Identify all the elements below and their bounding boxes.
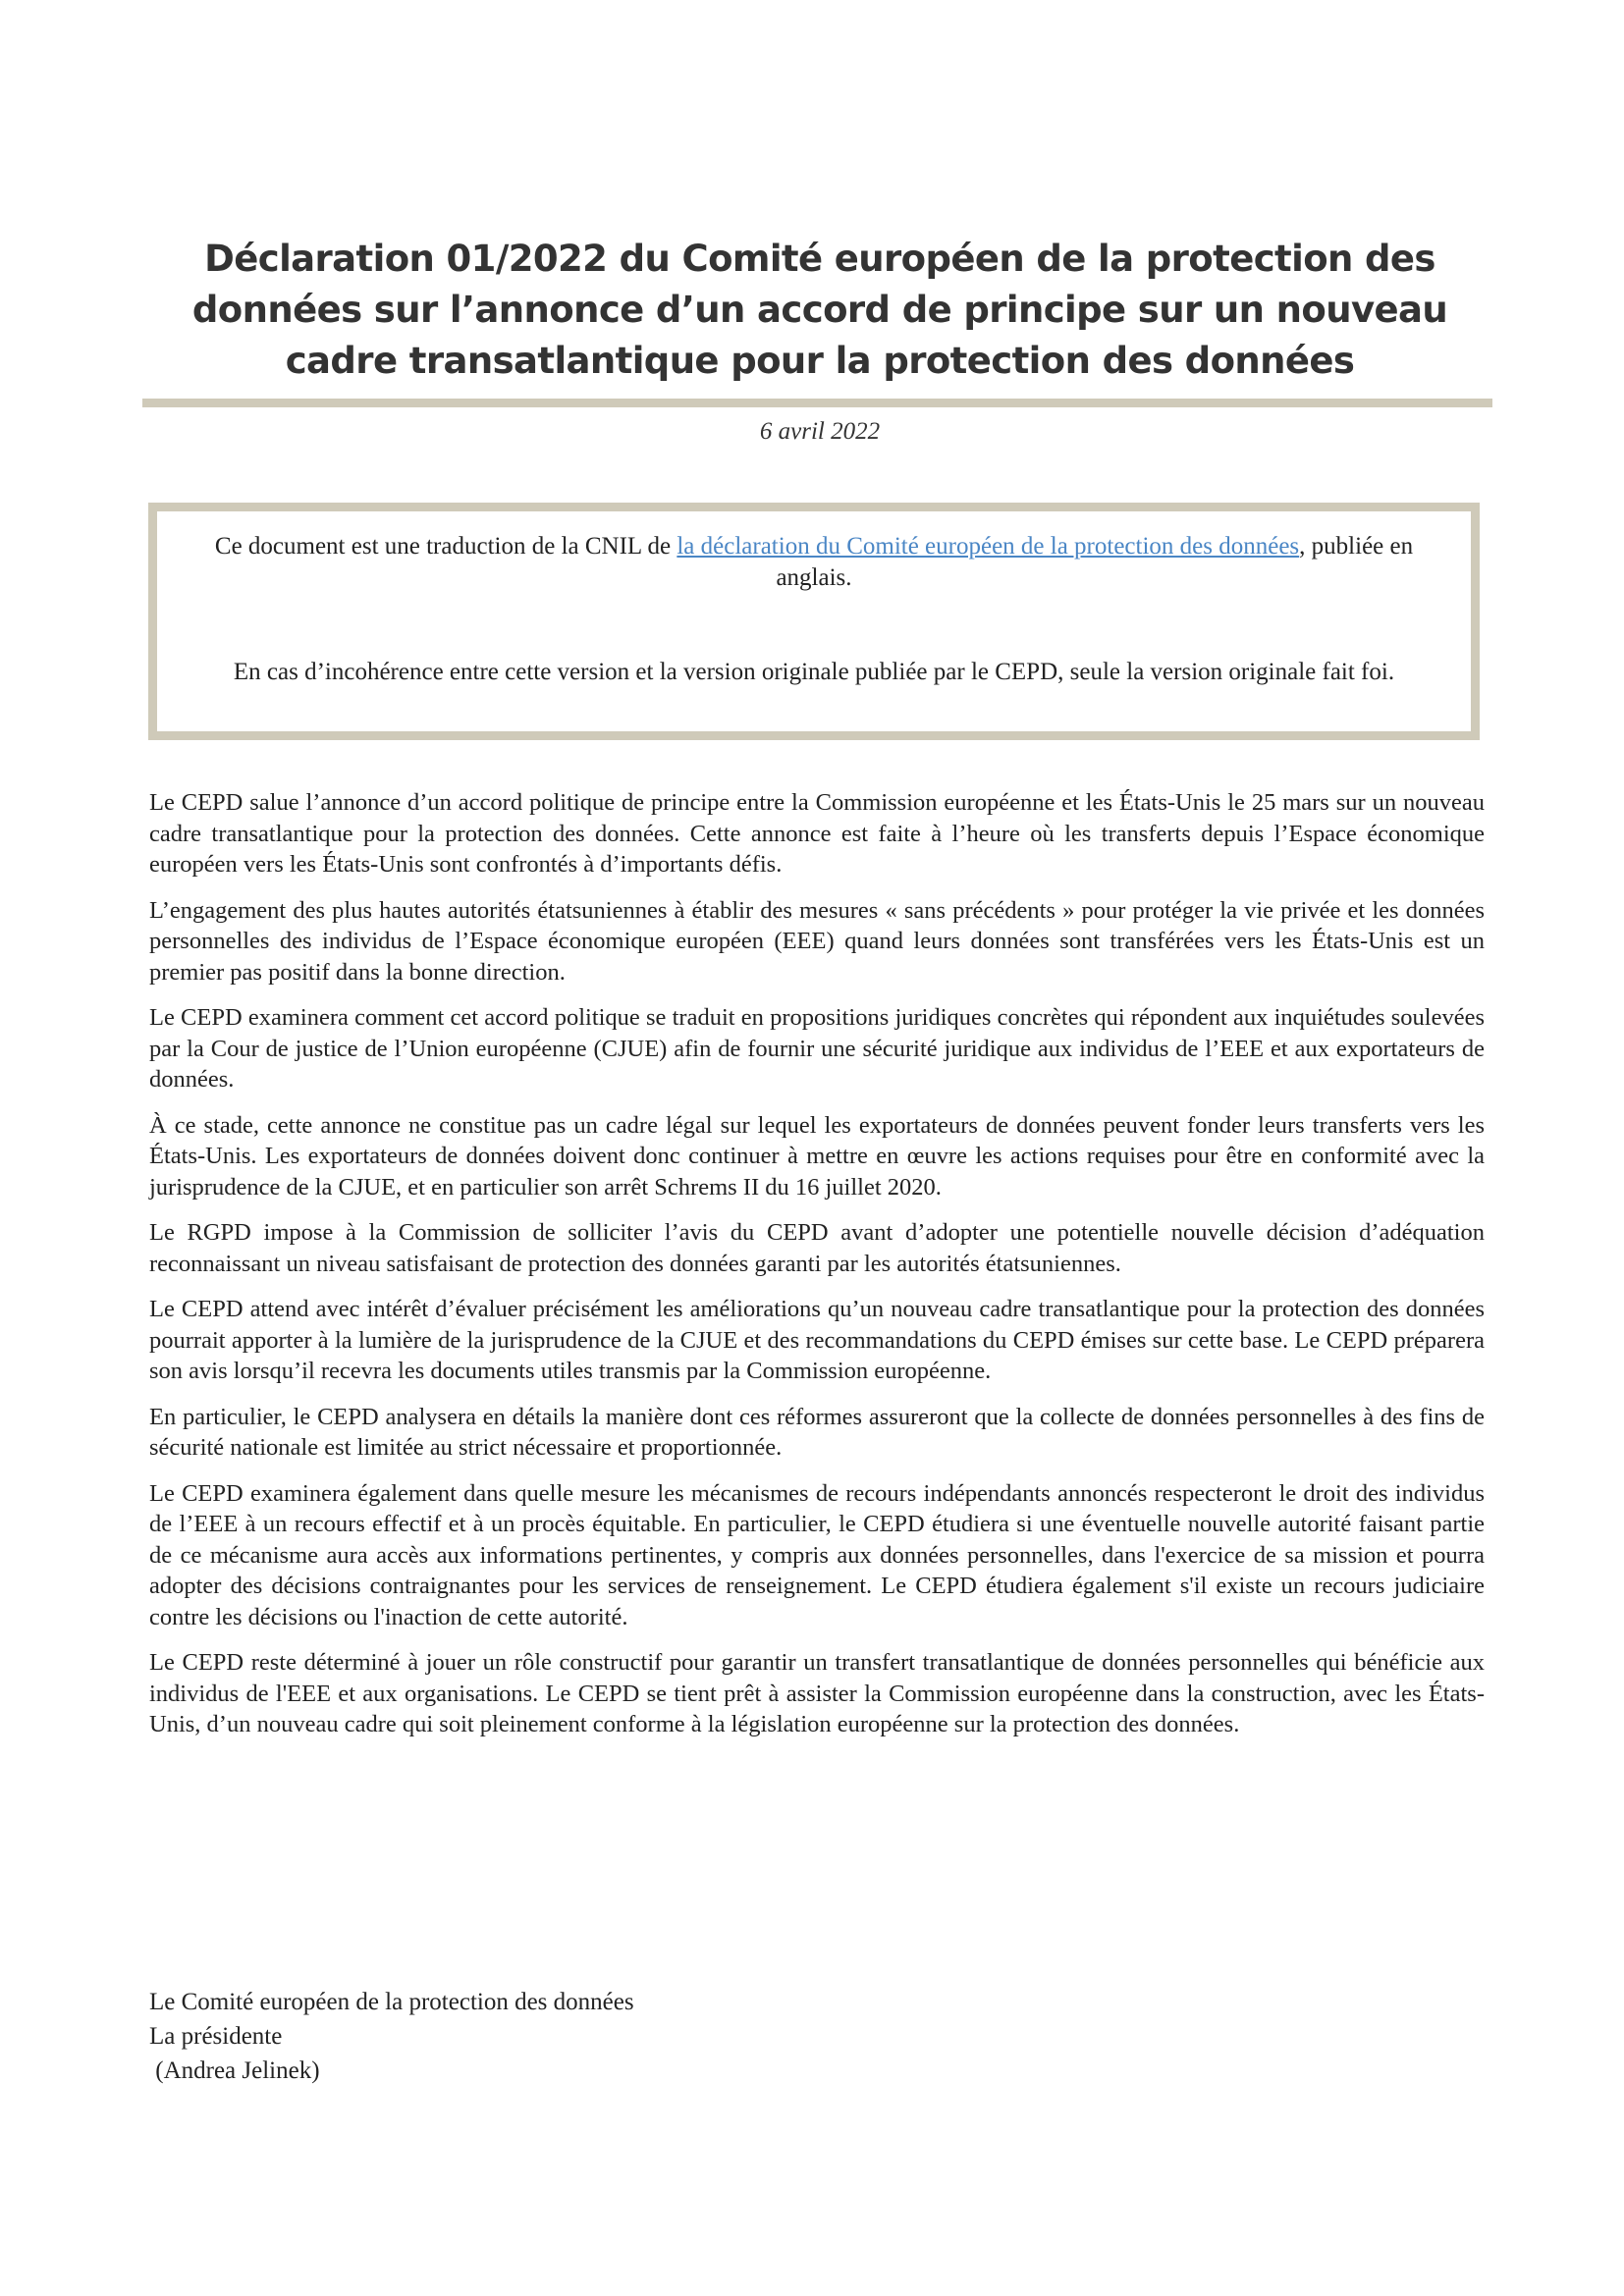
- body-paragraph: Le CEPD examinera également dans quelle mesure les mécanismes de recours indépendants annoncés respecteront le droit des individus de l’EEE à un recours effectif et à un procès équitable. En particulier, le CEPD étudiera si une éventuelle nouvelle autorité faisant partie de ce mécanisme aura accès aux informations pertinentes, y compris aux données personnelles, dans l'exercice de sa mission et pourra adopter des décisions contraignantes pour les services de renseignement. Le CEPD étudiera également s'il existe un recours judiciaire contre les décisions ou l'inaction de cette autorité.: [149, 1479, 1485, 1630]
- body-paragraph: Le CEPD attend avec intérêt d’évaluer précisément les améliorations qu’un nouveau cadre transatlantique pour la protection des données pourrait apporter à la lumière de la jurisprudence de la CJUE et des recommandations du CEPD émises sur cette base. Le CEPD préparera son avis lorsqu’il recevra les documents utiles transmis par la Commission européenne.: [149, 1296, 1485, 1384]
- body-paragraph: Le CEPD examinera comment cet accord politique se traduit en propositions juridiques concrètes qui répondent aux inquiétudes soulevées par la Cour de justice de l’Union européenne (CJUE) afin de fournir une sécurité juridique aux individus de l’EEE et aux exportateurs de données.: [149, 1004, 1485, 1093]
- body-paragraph: Le CEPD salue l’annonce d’un accord politique de principe entre la Commission européenne et les États-Unis le 25 mars sur un nouveau cadre transatlantique pour la protection des données. Cette annonce est faite à l’heure où les transferts depuis l’Espace économique européen vers les États-Unis sont confrontés à d’importants défis.: [149, 789, 1485, 878]
- signature-organization: Le Comité européen de la protection des données: [149, 1989, 634, 2015]
- translation-notice-box: [148, 503, 1480, 740]
- document-title: Déclaration 01/2022 du Comité européen de la protection des données sur l’annonce d’un accord de principe sur un nouveau cadre transatlantique pour la protection des données: [191, 238, 1448, 382]
- notice-disclaimer: En cas d’incohérence entre cette version et la version originale publiée par le CEPD, seule la version originale fait foi.: [233, 659, 1395, 685]
- body-paragraph: À ce stade, cette annonce ne constitue pas un cadre légal sur lequel les exportateurs de données peuvent fonder leurs transferts vers les États-Unis. Les exportateurs de données doivent donc continuer à mettre en œuvre les actions requises pour être en conformité avec la jurisprudence de la CJUE, et en particulier son arrêt Schrems II du 16 juillet 2020.: [149, 1111, 1485, 1201]
- signature-role: La présidente: [149, 2023, 283, 2050]
- body-paragraph: Le CEPD reste déterminé à jouer un rôle constructif pour garantir un transfert transatlantique de données personnelles qui bénéficie aux individus de l'EEE et aux organisations. Le CEPD se tient prêt à assister la Commission européenne dans la construction, avec les États-Unis, d’un nouveau cadre qui soit pleinement conforme à la législation européenne sur la protection des données.: [149, 1649, 1485, 1737]
- document-date: 6 avril 2022: [759, 418, 881, 445]
- body-paragraph: L’engagement des plus hautes autorités étatsuniennes à établir des mesures « sans précédents » pour protéger la vie privée et les données personnelles des individus de l’Espace économique européen (EEE) quand leurs données sont transférées vers les États-Unis est un premier pas positif dans la bonne direction.: [149, 896, 1485, 986]
- notice-intro-suffix: , publiée en anglais.: [776, 533, 1414, 591]
- title-divider: [142, 399, 1492, 407]
- signature-block: [149, 1985, 634, 2088]
- signature-name: (Andrea Jelinek): [149, 2057, 320, 2084]
- notice-intro-text: Ce document est une traduction de la CNIL de: [214, 533, 677, 560]
- body-paragraph: En particulier, le CEPD analysera en détails la manière dont ces réformes assureront que la collecte de données personnelles à des fins de sécurité nationale est limitée au strict nécessaire et proportionnée.: [149, 1403, 1485, 1461]
- translation-notice: [157, 531, 1471, 594]
- document-body: [149, 787, 1485, 1755]
- body-paragraph: Le RGPD impose à la Commission de solliciter l’avis du CEPD avant d’adopter une potentielle nouvelle décision d’adéquation reconnaissant un niveau satisfaisant de protection des données garanti par les autorités étatsuniennes.: [149, 1219, 1485, 1277]
- original-declaration-link[interactable]: la déclaration du Comité européen de la protection des données: [677, 533, 1300, 560]
